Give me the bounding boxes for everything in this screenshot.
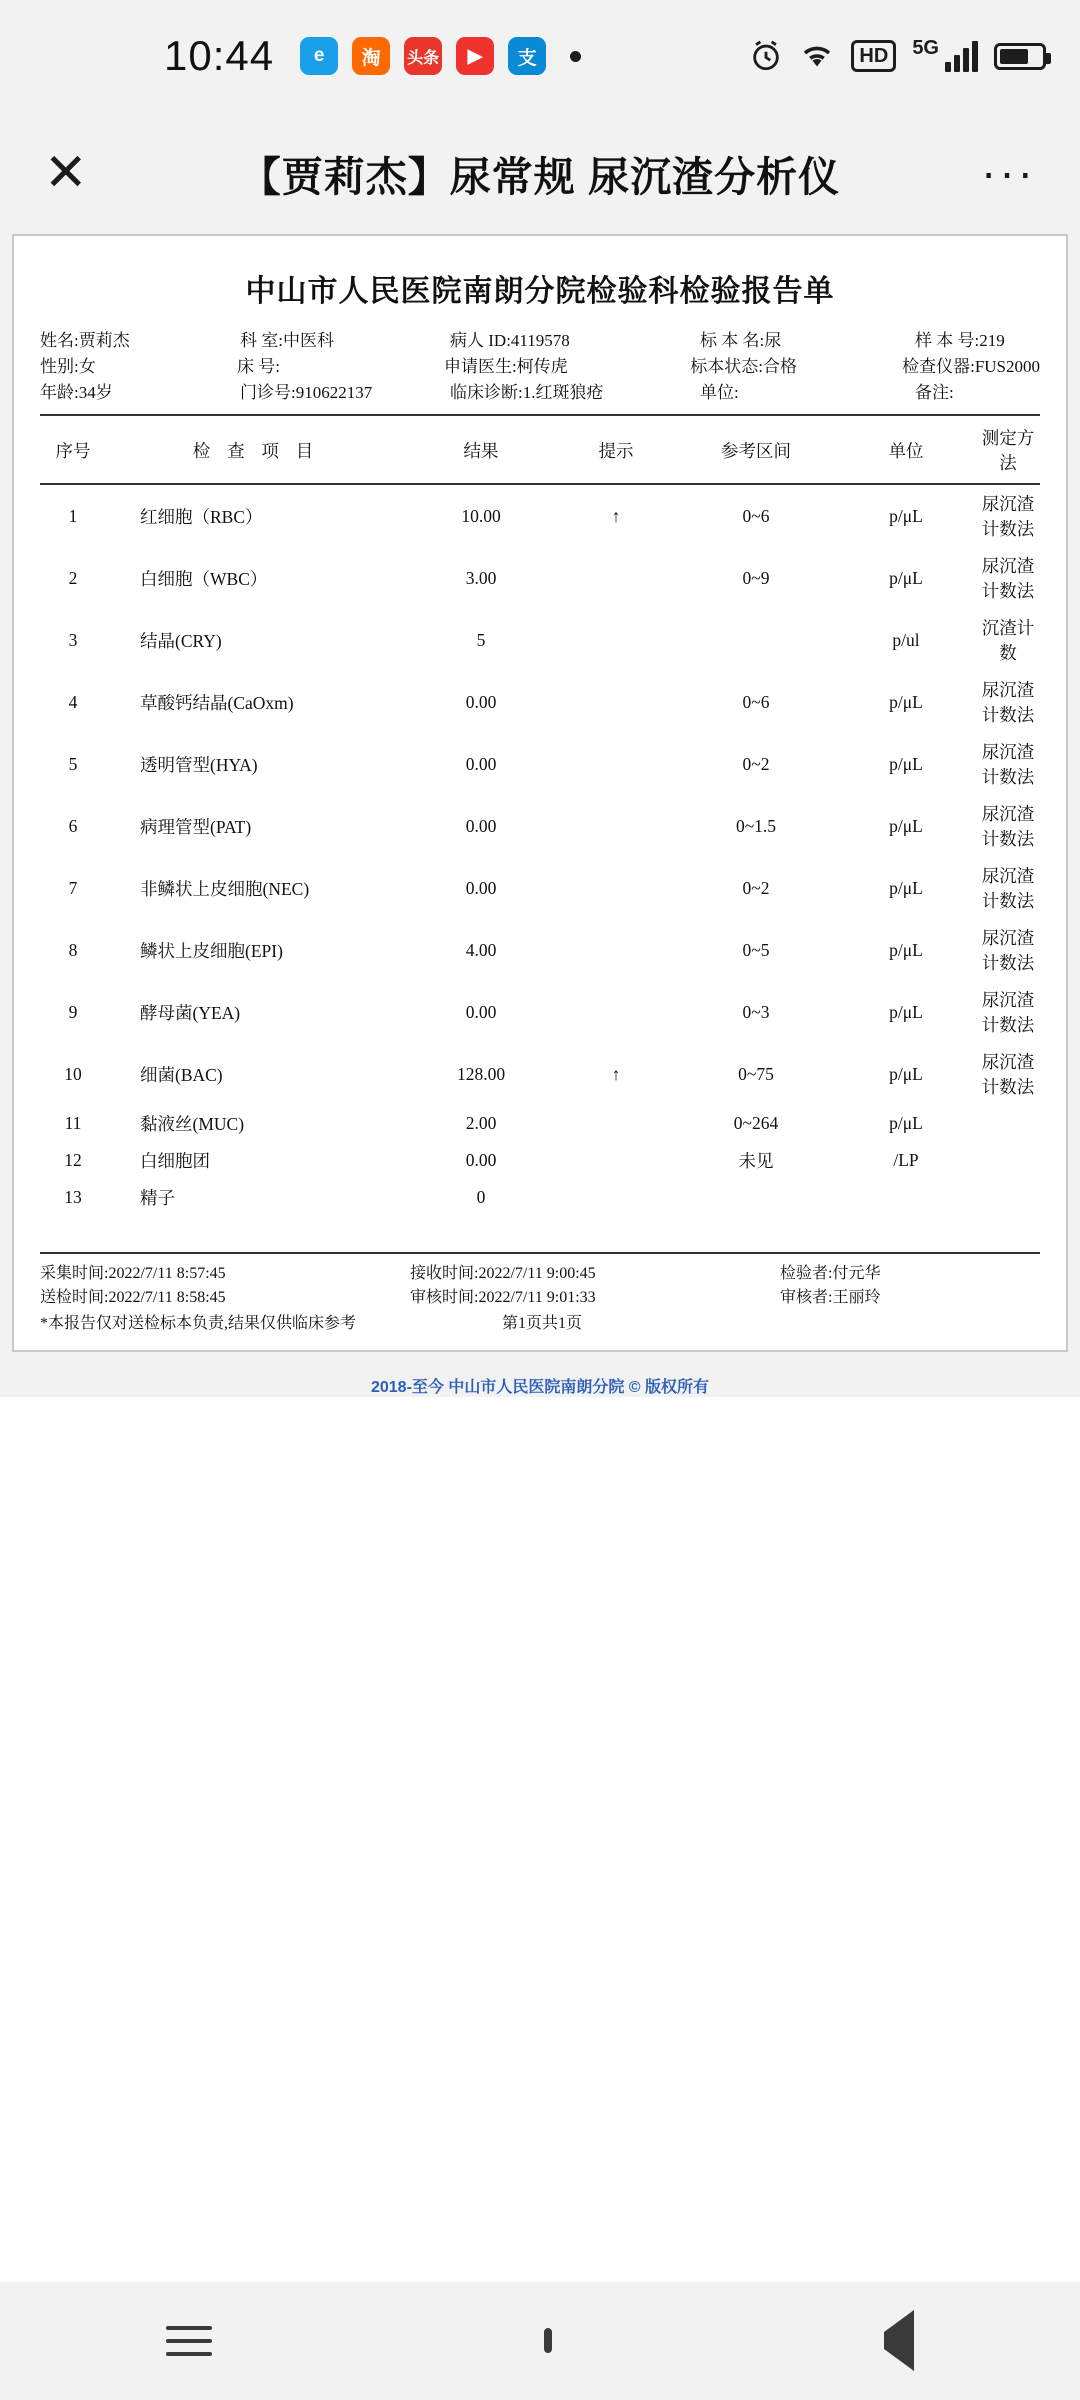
cell-item: 鳞状上皮细胞(EPI): [140, 940, 283, 961]
cell-item: 草酸钙结晶(CaOxm): [140, 692, 294, 713]
alarm-icon: [749, 39, 783, 73]
status-right-icons: [749, 38, 1046, 74]
cell-result: 2.00: [465, 1113, 497, 1133]
cell-ref: 0~6: [742, 691, 770, 712]
table-row: [40, 671, 1040, 733]
disclaimer-text: *本报告仅对送检标本负责,结果仅供临床参考: [40, 1315, 357, 1332]
video-play-icon: ▶: [456, 37, 494, 75]
back-icon: [884, 2310, 914, 2371]
cell-flag: ↑: [611, 1063, 621, 1084]
cell-unit: /LP: [893, 1150, 919, 1170]
cell-item: 白细胞团: [140, 1151, 210, 1171]
clinical-diagnosis: 临床诊断:1.红斑狼疮: [450, 383, 604, 402]
cell-flag: ↑: [611, 505, 621, 526]
unit-field: 单位:: [700, 383, 739, 402]
cell-method: 尿沉渣计数法: [981, 556, 1035, 601]
cell-method: 尿沉渣计数法: [981, 866, 1035, 911]
table-row: [40, 857, 1040, 919]
cell-result: 3.00: [465, 567, 497, 588]
cell-ref: 0~2: [742, 753, 770, 774]
cell-item: 精子: [140, 1188, 175, 1208]
cell-unit: p/μL: [889, 567, 923, 588]
send-time: 送检时间:2022/7/11 8:58:45: [40, 1289, 226, 1306]
e-browser-icon: e: [300, 37, 338, 75]
table-header-row: [40, 418, 1040, 484]
cell-unit: p/μL: [889, 815, 923, 836]
table-row: [40, 1105, 1040, 1142]
report-title: 中山市人民医院南朗分院检验科检验报告单: [245, 275, 835, 308]
cell-item: 非鳞状上皮细胞(NEC): [140, 878, 310, 899]
hd-icon: HD: [851, 40, 896, 72]
cell-method: 尿沉渣计数法: [981, 742, 1035, 787]
cell-unit: p/μL: [889, 939, 923, 960]
divider: [40, 414, 1040, 416]
cell-item: 结晶(CRY): [140, 630, 222, 651]
page-title: 【贾莉杰】尿常规 尿沉渣分析仪: [239, 153, 841, 200]
department: 科 室:中医科: [240, 331, 334, 350]
receive-time: 接收时间:2022/7/11 9:00:45: [410, 1265, 596, 1282]
cell-item: 酵母菌(YEA): [140, 1002, 241, 1023]
cell-no: 2: [68, 567, 78, 588]
cell-method: 尿沉渣计数法: [981, 804, 1035, 849]
patient-gender: 性别:女: [40, 357, 96, 376]
col-item: 检 查 项 目: [106, 418, 406, 484]
taobao-icon: 淘: [352, 37, 390, 75]
cell-unit: p/μL: [889, 691, 923, 712]
cell-ref: 0~264: [733, 1113, 779, 1133]
cell-unit: p/μL: [889, 1063, 923, 1084]
collect-time: 采集时间:2022/7/11 8:57:45: [40, 1265, 226, 1282]
close-icon[interactable]: ✕: [44, 144, 88, 202]
cell-ref: [676, 609, 836, 671]
tester-name: 检验者:付元华: [780, 1265, 881, 1282]
meta-row: [40, 354, 1040, 380]
cell-ref: 0~1.5: [735, 815, 777, 836]
cell-ref: 0~3: [742, 1001, 770, 1022]
page-info: 第1页共1页: [502, 1315, 583, 1332]
table-row: [40, 547, 1040, 609]
cell-no: 13: [64, 1187, 82, 1207]
patient-age: 年龄:34岁: [40, 383, 113, 402]
col-flag: 提示: [556, 418, 676, 484]
recents-icon: [166, 2326, 212, 2356]
cell-no: 5: [68, 753, 78, 774]
cell-result: 0.00: [465, 815, 497, 836]
recents-button[interactable]: [166, 2326, 212, 2356]
copyright-text: 2018-至今 中山市人民医院南朗分院 © 版权所有: [370, 1379, 710, 1396]
remarks-field: 备注:: [915, 383, 954, 402]
cell-method: 尿沉渣计数法: [981, 1052, 1035, 1097]
table-row: [40, 1179, 1040, 1216]
cell-unit: p/μL: [889, 1113, 923, 1133]
cell-no: 8: [68, 939, 78, 960]
cell-item: 透明管型(HYA): [140, 754, 258, 775]
cell-result: 0.00: [465, 877, 497, 898]
wifi-icon: [799, 41, 835, 71]
cell-ref: 0~2: [742, 877, 770, 898]
cell-method: 尿沉渣计数法: [981, 990, 1035, 1035]
cell-unit: p/μL: [889, 1001, 923, 1022]
cell-ref: 0~9: [742, 567, 770, 588]
battery-icon: [994, 43, 1046, 70]
cell-item: 白细胞（WBC）: [140, 568, 268, 589]
cell-no: 4: [68, 691, 78, 712]
more-notifications-dot-icon: [570, 51, 581, 62]
cell-method: [976, 1142, 1040, 1179]
patient-meta: [40, 328, 1040, 406]
cell-result: 10.00: [461, 505, 501, 526]
meta-row: [40, 328, 1040, 354]
cell-flag: [556, 795, 676, 857]
report-footer: [40, 1252, 1040, 1336]
col-no: 序号: [40, 418, 106, 484]
col-method: 测定方法: [976, 418, 1040, 484]
cell-result: 5: [476, 629, 486, 650]
cell-ref: 0~75: [738, 1063, 774, 1084]
table-row: [40, 1043, 1040, 1105]
cell-no: 9: [68, 1001, 78, 1022]
home-button[interactable]: [544, 2332, 552, 2350]
footer-note-row: [40, 1312, 1040, 1336]
cell-unit: p/μL: [889, 505, 923, 526]
app-header: [0, 112, 1080, 234]
table-row: [40, 733, 1040, 795]
cell-result: 4.00: [465, 939, 497, 960]
cell-ref: 未见: [738, 1151, 774, 1171]
col-unit: 单位: [836, 418, 976, 484]
patient-id: 病人 ID:4119578: [450, 331, 570, 350]
table-row: [40, 484, 1040, 547]
cell-unit: p/ul: [892, 629, 920, 650]
cell-method: 尿沉渣计数法: [981, 928, 1035, 973]
col-ref: 参考区间: [676, 418, 836, 484]
specimen-status: 标本状态:合格: [690, 357, 797, 376]
cell-item: 黏液丝(MUC): [140, 1114, 245, 1134]
cell-no: 10: [64, 1063, 82, 1084]
cell-flag: [556, 547, 676, 609]
alipay-icon: 支: [508, 37, 546, 75]
cell-result: 0.00: [465, 753, 497, 774]
requesting-doctor: 申请医生:柯传虎: [443, 357, 568, 376]
table-row: [40, 981, 1040, 1043]
footer-row: [40, 1286, 1040, 1310]
instrument: 检查仪器:FUS2000: [902, 357, 1041, 376]
results-table-body: [40, 484, 1040, 1216]
cell-item: 细菌(BAC): [140, 1064, 223, 1085]
more-options-icon[interactable]: ···: [981, 146, 1036, 199]
col-result: 结果: [406, 418, 556, 484]
lab-report-card: [12, 234, 1068, 1352]
specimen-name: 标 本 名:尿: [700, 331, 782, 350]
cell-flag: [556, 1179, 676, 1216]
meta-row: [40, 380, 1040, 406]
cell-no: 7: [68, 877, 78, 898]
cell-item: 病理管型(PAT): [140, 816, 252, 837]
status-bar: [0, 0, 1080, 112]
cell-method: 尿沉渣计数法: [981, 680, 1035, 725]
cell-flag: [556, 1105, 676, 1142]
table-row: [40, 609, 1040, 671]
cell-flag: [556, 733, 676, 795]
network-type-label: 5G: [912, 37, 939, 59]
cell-result: 128.00: [456, 1063, 506, 1084]
cell-result: 0: [476, 1187, 486, 1207]
table-row: [40, 795, 1040, 857]
table-row: [40, 919, 1040, 981]
cell-ref: [676, 1179, 836, 1216]
cell-unit: p/μL: [889, 753, 923, 774]
cell-result: 0.00: [465, 1150, 497, 1170]
home-icon: [544, 2328, 552, 2353]
report-container: [0, 234, 1080, 1397]
cell-method: [976, 1105, 1040, 1142]
cell-no: 3: [68, 629, 78, 650]
page-blank-area: [0, 1397, 1080, 2400]
signal-icon: [945, 40, 978, 72]
sample-number: 样 本 号:219: [915, 331, 1005, 350]
cell-no: 6: [68, 815, 78, 836]
cell-flag: [556, 981, 676, 1043]
back-button[interactable]: [884, 2332, 914, 2350]
patient-name: 姓名:贾莉杰: [40, 331, 130, 350]
outpatient-number: 门诊号:910622137: [240, 383, 373, 402]
cell-item: 红细胞（RBC）: [140, 506, 263, 527]
cell-flag: [556, 857, 676, 919]
status-app-icons: [300, 37, 581, 75]
cell-ref: 0~6: [742, 505, 770, 526]
cell-unit: [836, 1179, 976, 1216]
cell-method: 沉渣计数: [981, 618, 1035, 663]
cell-no: 11: [64, 1113, 82, 1133]
footer-row: [40, 1262, 1040, 1286]
cell-unit: p/μL: [889, 877, 923, 898]
cell-no: 1: [68, 505, 78, 526]
toutiao-icon: 头条: [404, 37, 442, 75]
cell-no: 12: [64, 1150, 82, 1170]
system-navigation-bar: [0, 2282, 1080, 2400]
cell-flag: [556, 671, 676, 733]
cell-flag: [556, 919, 676, 981]
cell-result: 0.00: [465, 691, 497, 712]
cell-flag: [556, 609, 676, 671]
table-row: [40, 1142, 1040, 1179]
bed-number: 床 号:: [237, 357, 281, 376]
cell-result: 0.00: [465, 1001, 497, 1022]
auditor-name: 审核者:王丽玲: [780, 1289, 881, 1306]
status-time: 10:44: [164, 32, 275, 79]
audit-time: 审核时间:2022/7/11 9:01:33: [410, 1289, 596, 1306]
cell-method: [976, 1179, 1040, 1216]
cell-method: 尿沉渣计数法: [981, 494, 1035, 539]
results-table: [40, 418, 1040, 1216]
cell-ref: 0~5: [742, 939, 770, 960]
cell-flag: [556, 1142, 676, 1179]
